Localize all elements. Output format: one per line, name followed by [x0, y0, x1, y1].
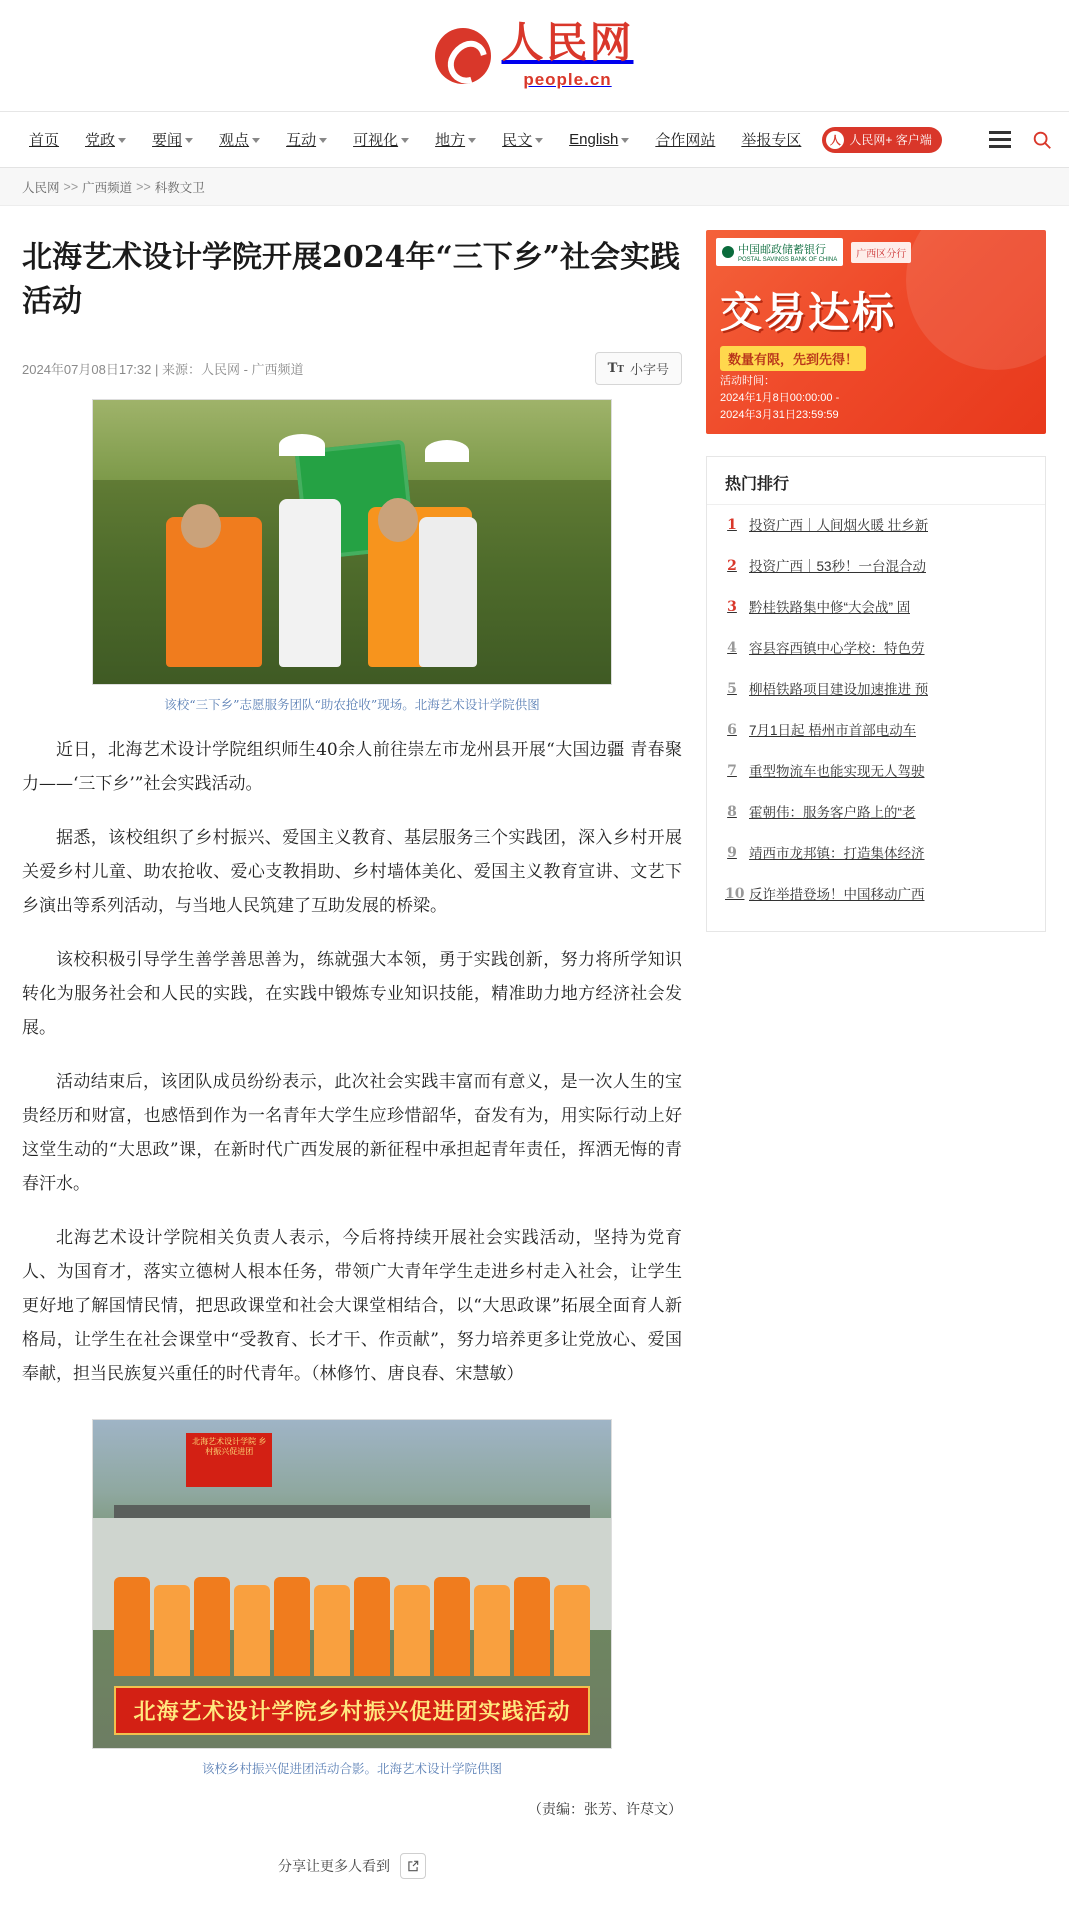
people-app-icon: 人 — [826, 131, 844, 149]
nav-label: English — [569, 131, 619, 148]
photo1-volunteer-white-2 — [419, 517, 477, 667]
article-column — [22, 206, 682, 1909]
sidebar — [706, 206, 1046, 1909]
nav-item-english[interactable] — [556, 112, 642, 168]
rank-number: 5 — [727, 681, 737, 697]
rank-text: 重型物流车也能实现无人驾驶 — [749, 764, 925, 779]
bank-logo — [716, 238, 843, 266]
rank-number: 1 — [727, 517, 737, 533]
ad-bank-name: 中国邮政储蓄银行 — [738, 244, 826, 256]
rank-text: 柳梧铁路项目建设加速推进 预 — [749, 682, 929, 697]
nav-item-partners[interactable] — [642, 112, 728, 168]
rank-number: 3 — [727, 599, 737, 615]
hot-ranking-panel — [706, 456, 1046, 932]
article-meta: 2024年07月08日17:32 | 来源：人民网 - 广西频道 — [22, 362, 304, 377]
rank-item-9[interactable] — [707, 833, 1045, 874]
ad-time-start: 2024年1月8日00:00:00 - — [720, 392, 840, 404]
rank-text: 投资广西｜人间烟火暖 壮乡新 — [749, 518, 929, 533]
breadcrumb-separator: >> — [136, 179, 151, 194]
nav-label: 民文 — [502, 132, 533, 149]
article-paragraph-5: 北海艺术设计学院相关负责人表示，今后将持续开展社会实践活动，坚持为党育人、为国育才，落实立德树人根本任务，带领广大青年学生走进乡村走入社会，让学生更好地了解国情民情，把思政课堂和社会大课堂相结合，以“大思政课”拓展全面育人新格局，让学生在社会课堂中“受教育、长才干、作贡献”，努力培养更多让党放心、爱国奉献，担当民族复兴重任的时代青年。（林修竹、唐良春、宋慧敏） — [22, 1228, 682, 1384]
logo-text-en: people.cn — [523, 69, 612, 89]
nav-item-hudong[interactable] — [273, 112, 340, 168]
ad-branch: 广西区分行 — [851, 242, 911, 263]
figure-2-caption: 该校乡村振兴促进团活动合影。北海艺术设计学院供图 — [201, 1761, 502, 1776]
page-title: 北海艺术设计学院开展2024年“三下乡”社会实践活动 — [22, 240, 681, 319]
article-figure-1 — [22, 399, 682, 713]
nav-label: 地方 — [435, 132, 466, 149]
nav-item-yaowen[interactable] — [139, 112, 206, 168]
chevron-down-icon — [621, 138, 629, 143]
chevron-down-icon — [185, 138, 193, 143]
ad-bank-en: POSTAL SAVINGS BANK OF CHINA — [738, 257, 838, 263]
people-logo-icon — [435, 28, 491, 84]
rank-item-5[interactable] — [707, 669, 1045, 710]
rank-item-8[interactable] — [707, 792, 1045, 833]
app-pill-label: 人民网+ 客户端 — [849, 133, 932, 147]
ad-time-block — [720, 373, 839, 424]
article-paragraph-4: 活动结束后，该团队成员纷纷表示，此次社会实践丰富而有意义，是一次人生的宝贵经历和财富，也感悟到作为一名青年大学生应珍惜韶华，奋发有为，用实际行动上好这堂生动的“大思政”课，在新时代广西发展的新征程中承担起青年责任，挥洒无悔的青春汗水。 — [22, 1072, 682, 1194]
rank-item-2[interactable] — [707, 546, 1045, 587]
photo2-banner-text: 北海艺术设计学院乡村振兴促进团实践活动 — [114, 1686, 591, 1735]
chevron-down-icon — [252, 138, 260, 143]
rank-text: 7月1日起 梧州市首部电动车 — [749, 723, 917, 738]
ad-time-end: 2024年3月31日23:59:59 — [720, 409, 839, 421]
nav-item-home[interactable] — [16, 112, 72, 168]
photo1-volunteer-white-1 — [279, 499, 341, 667]
editor-credit: （责编：张芳、许荩文） — [528, 1802, 682, 1818]
nav-item-minwen[interactable] — [489, 112, 556, 168]
nav-label: 党政 — [85, 132, 116, 149]
share-row — [22, 1853, 682, 1879]
rank-text: 容县容西镇中心学校：特色劳 — [749, 641, 925, 656]
hamburger-icon[interactable] — [989, 131, 1011, 148]
chevron-down-icon — [319, 138, 327, 143]
logo-text-zh: 人民网 — [501, 17, 634, 67]
rank-text: 靖西市龙邦镇：打造集体经济 — [749, 846, 925, 861]
breadcrumb-separator: >> — [63, 179, 79, 194]
search-icon[interactable] — [1031, 129, 1053, 151]
chevron-down-icon — [535, 138, 543, 143]
breadcrumb-item-kejiaowenwei[interactable]: 科教文卫 — [154, 180, 205, 195]
font-size-button[interactable] — [595, 352, 682, 385]
rank-item-7[interactable] — [707, 751, 1045, 792]
breadcrumb-item-guangxi[interactable]: 广西频道 — [82, 180, 133, 195]
article-figure-2 — [22, 1419, 682, 1777]
article-paragraph-2: 据悉，该校组织了乡村振兴、爱国主义教育、基层服务三个实践团，深入乡村开展关爱乡村儿童、助农抢收、爱心支教捐助、乡村墙体美化、爱国主义教育宣讲、文艺下乡演出等系列活动，与当地人民筑建了互助发展的桥梁。 — [22, 828, 682, 916]
rank-number: 10 — [725, 886, 745, 902]
nav-item-dangzheng[interactable] — [72, 112, 139, 168]
rank-number: 9 — [727, 845, 737, 861]
breadcrumb-item-renminwang[interactable]: 人民网 — [22, 180, 60, 195]
rank-number: 4 — [727, 640, 737, 656]
article-image-1 — [92, 399, 612, 685]
site-masthead — [0, 0, 1069, 112]
main-navigation — [0, 112, 1069, 168]
app-download-pill[interactable] — [822, 127, 941, 153]
photo2-team-flag: 北海艺术设计学院 乡村振兴促进团 — [186, 1433, 272, 1487]
nav-label: 举报专区 — [741, 132, 802, 149]
rank-text: 投资广西｜53秒！一台混合动 — [749, 559, 927, 574]
rank-item-6[interactable] — [707, 710, 1045, 751]
nav-label: 观点 — [219, 132, 250, 149]
nav-label: 可视化 — [353, 132, 399, 149]
nav-item-report[interactable] — [728, 112, 814, 168]
chevron-down-icon — [118, 138, 126, 143]
rank-number: 6 — [727, 722, 737, 738]
advertisement-banner[interactable] — [706, 230, 1046, 434]
nav-label: 互动 — [286, 132, 317, 149]
share-external-icon[interactable] — [400, 1853, 426, 1879]
rank-item-1[interactable] — [707, 505, 1045, 546]
figure-1-caption: 该校“三下乡”志愿服务团队“助农抢收”现场。北海艺术设计学院供图 — [164, 697, 540, 712]
rank-item-10[interactable] — [707, 874, 1045, 915]
chevron-down-icon — [401, 138, 409, 143]
rank-item-4[interactable] — [707, 628, 1045, 669]
rank-item-3[interactable] — [707, 587, 1045, 628]
rank-number: 2 — [727, 558, 737, 574]
nav-item-guandian[interactable] — [206, 112, 273, 168]
font-size-icon: TT — [607, 361, 624, 376]
nav-label: 合作网站 — [655, 132, 716, 149]
share-label: 分享让更多人看到 — [278, 1858, 390, 1874]
nav-item-keshihua[interactable] — [340, 112, 422, 168]
article-meta-row — [22, 352, 682, 385]
site-logo[interactable] — [435, 17, 634, 90]
nav-label: 要闻 — [152, 132, 183, 149]
nav-item-difang[interactable] — [422, 112, 489, 168]
chevron-down-icon — [468, 138, 476, 143]
photo2-group — [114, 1577, 591, 1675]
ad-title: 交易达标 — [720, 288, 897, 337]
hot-ranking-title: 热门排行 — [707, 457, 1045, 505]
rank-number: 7 — [727, 763, 737, 779]
breadcrumb — [0, 168, 1069, 206]
rank-text: 黔桂铁路集中修“大会战” 固 — [749, 600, 911, 615]
rank-text: 霍朝伟：服务客户路上的“老 — [749, 805, 916, 820]
article-image-2 — [92, 1419, 612, 1749]
nav-label: 首页 — [29, 132, 60, 149]
nav-utilities — [975, 129, 1053, 151]
ad-subtitle: 数量有限，先到先得！ — [720, 346, 866, 371]
font-size-label: 小字号 — [629, 362, 669, 377]
nav-item-list — [16, 112, 975, 168]
ad-time-label: 活动时间： — [720, 375, 775, 387]
rank-number: 8 — [727, 804, 737, 820]
rank-text: 反诈举措登场！中国移动广西 — [749, 887, 925, 902]
page-body — [0, 206, 1069, 1909]
article-paragraph-1: 近日，北海艺术设计学院组织师生40余人前往崇左市龙州县开展“大国边疆 青春聚力——‘三下乡’”社会实践活动。 — [22, 740, 682, 794]
article-paragraph-3: 该校积极引导学生善学善思善为，练就强大本领，勇于实践创新，努力将所学知识转化为服务社会和人民的实践，在实践中锻炼专业知识技能，精准助力地方经济社会发展。 — [22, 950, 682, 1038]
bank-mark-icon — [722, 246, 734, 258]
